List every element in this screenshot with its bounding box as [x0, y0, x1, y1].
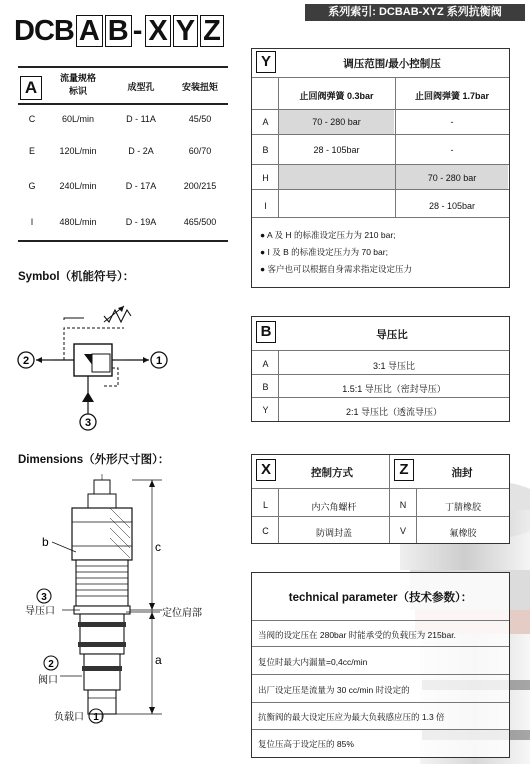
y-row-col2: -: [450, 117, 454, 127]
port-3-label: 3: [84, 417, 92, 429]
row-flow: 120L/min: [59, 146, 97, 156]
b-row-code: A: [262, 359, 269, 369]
dim-a-label: a: [155, 653, 162, 667]
row-code: C: [28, 114, 36, 124]
row-torque: 45/50: [188, 114, 212, 124]
table-xz: [251, 454, 510, 544]
x-row-code: L: [262, 500, 268, 510]
y-row-code: H: [262, 173, 269, 183]
y-row-col1: 70 - 280 bar: [312, 117, 361, 127]
subheader-spring-1: 止回阀弹簧 0.3bar: [299, 91, 374, 101]
y-row-col1: 28 - 105bar: [313, 145, 360, 155]
tech-line: 复位时最大内漏量=0,4cc/min: [258, 657, 368, 667]
dim-c-label: c: [155, 540, 161, 554]
dim-b-label: b: [42, 535, 49, 549]
header-cavity: 成型孔: [127, 82, 155, 92]
row-torque: 465/500: [183, 217, 217, 227]
symbol-title: Symbol（机能符号）：: [18, 271, 135, 283]
model-letter-x: X: [145, 15, 170, 47]
table-y: [251, 48, 510, 288]
b-row-code: Y: [262, 405, 269, 415]
table-b-title: 导压比: [376, 329, 408, 341]
z-row-code: N: [399, 500, 407, 510]
b-row-value: 3:1 导压比: [372, 361, 415, 371]
row-cavity: D - 19A: [125, 217, 157, 227]
table-b: [251, 316, 510, 422]
b-row-value: 2:1 导压比（透流导压）: [345, 407, 442, 417]
z-row-value: 氟橡胶: [449, 528, 477, 538]
row-cavity: D - 17A: [125, 181, 157, 191]
load-port-label: 负载口: [54, 712, 84, 723]
table-z-title: 油封: [451, 467, 473, 479]
table-b-letter: B: [256, 321, 276, 343]
table-y-title: 调压范围/最小控制压: [343, 58, 441, 70]
table-y-letter: Y: [256, 51, 276, 73]
y-row-col2: 70 - 280 bar: [427, 173, 477, 183]
series-banner: 系列索引: DCBAB-XYZ 系列抗衡阀: [305, 4, 525, 21]
row-flow: 480L/min: [59, 217, 97, 227]
b-row-value: 1.5:1 导压比（密封导压）: [342, 384, 446, 394]
port-1-label: 1: [155, 355, 163, 367]
subheader-spring-2: 止回阀弹簧 1.7bar: [414, 91, 490, 101]
tech-line: 抗衡阀的最大设定压应为最大负载感应压的 1.3 倍: [258, 712, 445, 722]
row-code: I: [30, 217, 34, 227]
row-cavity: D - 11A: [126, 114, 156, 124]
model-code-title: [14, 14, 224, 48]
row-code: E: [28, 146, 35, 156]
model-dash: -: [132, 14, 143, 47]
table-x-letter: X: [256, 459, 276, 481]
y-row-code: B: [262, 145, 269, 155]
tech-title: technical parameter（技术参数）：: [288, 592, 473, 604]
row-flow: 240L/min: [59, 181, 97, 191]
y-row-col2: -: [450, 145, 454, 155]
b-row-code: B: [262, 382, 269, 392]
model-letter-a: A: [76, 15, 103, 47]
model-prefix: DCB: [14, 14, 74, 47]
x-row-value: 防调封盖: [315, 528, 352, 538]
table-x-title: 控制方式: [311, 467, 353, 479]
tech-line: 出厂设定压是流量为 30 cc/min 时设定的: [258, 685, 410, 695]
tech-line: 当阀的设定压在 280bar 时能承受的负载压为 215bar.: [258, 630, 456, 640]
note-3: ● 客户也可以根据自身需求指定设定压力: [260, 264, 413, 274]
valve-port-label: 阀口: [38, 675, 58, 686]
table-z-letter: Z: [394, 459, 414, 481]
row-code: G: [28, 181, 36, 191]
model-letter-z: Z: [200, 15, 224, 47]
y-row-col2: 28 - 105bar: [428, 201, 476, 211]
note-1: ● A 及 H 的标准设定压力为 210 bar;: [260, 230, 396, 240]
z-row-code: V: [399, 526, 406, 536]
cartridge-dimension-drawing: [14, 472, 239, 734]
model-letter-b: B: [105, 15, 132, 47]
z-row-value: 丁腈橡胶: [444, 502, 481, 512]
y-row-code: I: [264, 201, 267, 211]
dim-port-3-label: 3: [41, 592, 47, 603]
port-2-label: 2: [22, 355, 30, 367]
table-a-letter: A: [20, 76, 42, 100]
row-torque: 60/70: [188, 146, 212, 156]
hydraulic-symbol: [14, 298, 194, 434]
pilot-port-label: 导压口: [25, 606, 55, 617]
tech-line: 复位压高于设定压的 85%: [258, 739, 354, 749]
row-cavity: D - 2A: [128, 146, 154, 156]
tech-params: [251, 572, 510, 758]
y-row-code: A: [262, 117, 269, 127]
row-flow: 60L/min: [61, 114, 95, 124]
note-2: ● I 及 B 的标准设定压力为 70 bar;: [260, 247, 388, 257]
row-torque: 200/215: [183, 181, 217, 191]
shoulder-label: 定位肩部: [162, 608, 202, 619]
dimensions-title: Dimensions（外形尺寸图）：: [18, 454, 170, 466]
header-torque: 安装扭矩: [181, 82, 218, 92]
header-flow: 流量规格 标识: [59, 73, 96, 96]
dim-port-1-label: 1: [93, 712, 99, 723]
x-row-value: 内六角螺杆: [311, 502, 357, 512]
x-row-code: C: [262, 526, 269, 536]
model-letter-y: Y: [173, 15, 198, 47]
dim-port-2-label: 2: [48, 659, 54, 670]
